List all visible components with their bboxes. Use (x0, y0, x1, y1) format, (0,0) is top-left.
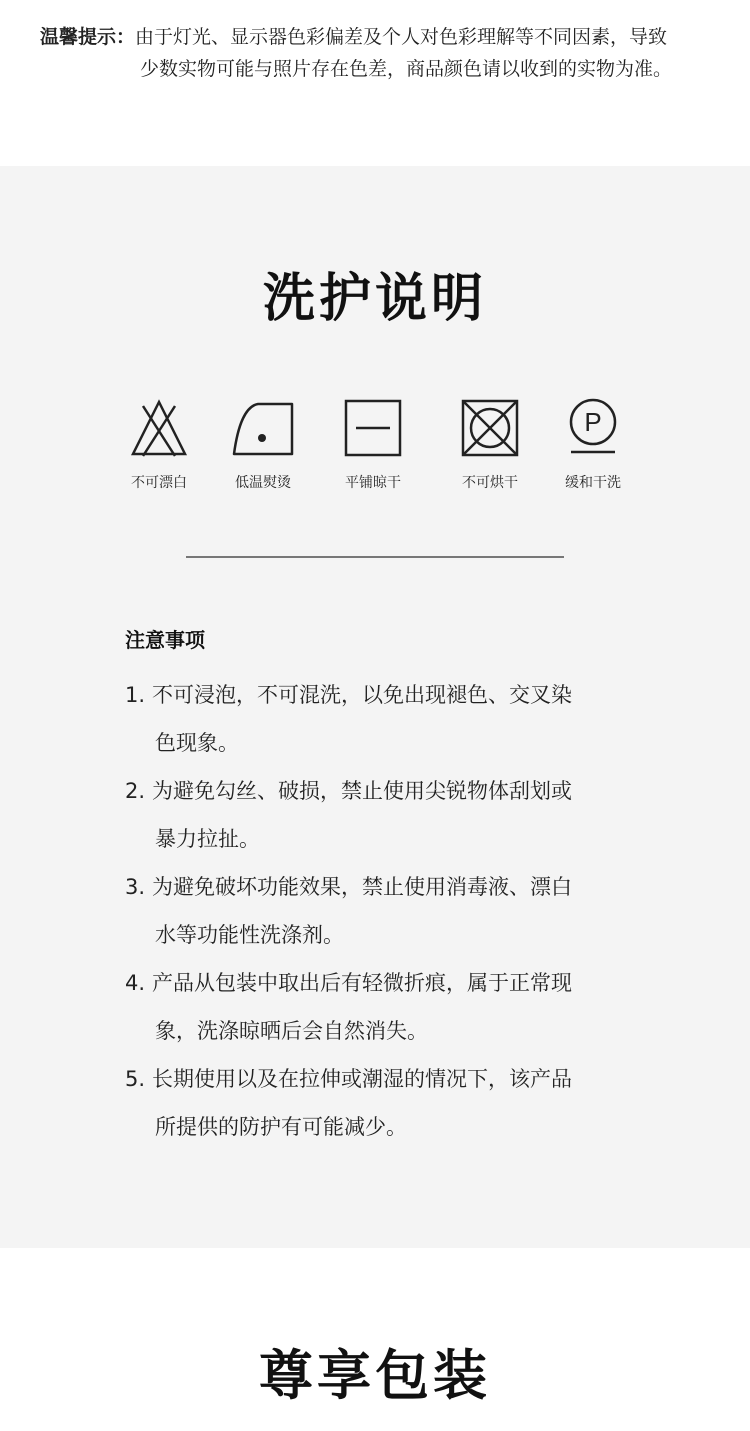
package-title: 尊享包装 (259, 1344, 491, 1407)
list-item (125, 863, 625, 959)
note-text: 为避免勾丝、破损，禁止使用尖锐物体刮划或 (152, 779, 572, 803)
note-text: 长期使用以及在拉伸或潮湿的情况下，该产品 (152, 1067, 572, 1091)
note-text-continued: 象，洗涤晾晒后会自然消失。 (155, 1019, 428, 1043)
no-bleach-icon (129, 398, 189, 458)
list-item (125, 671, 625, 767)
note-number: 1. (125, 683, 146, 707)
notice-text-2: 少数实物可能与照片存在色差，商品颜色请以收到的实物为准。 (140, 58, 673, 80)
note-number: 2. (125, 779, 146, 803)
care-section (0, 166, 750, 1248)
list-item (125, 767, 625, 863)
symbol-label: 不可漂白 (131, 475, 187, 491)
symbol-no-tumble-dry (435, 398, 545, 492)
dry-flat-icon (343, 398, 403, 458)
note-text: 为避免破坏功能效果，禁止使用消毒液、漂白 (152, 875, 572, 899)
notes-title: 注意事项 (125, 628, 205, 652)
list-item (125, 959, 625, 1055)
section-divider (186, 556, 564, 558)
symbol-no-bleach (104, 398, 214, 492)
symbol-low-temp-iron (208, 398, 318, 492)
note-text: 不可浸泡，不可混洗，以免出现褪色、交叉染 (152, 683, 572, 707)
care-symbols (0, 398, 750, 508)
note-text-continued: 所提供的防护有可能减少。 (155, 1115, 407, 1139)
notes-list (125, 671, 625, 1151)
note-text-continued: 色现象。 (155, 731, 239, 755)
notice-line-1 (40, 18, 720, 56)
notice-label: 温馨提示： (40, 26, 136, 48)
symbol-label: 平铺晾干 (345, 475, 401, 491)
symbol-label: 低温熨烫 (235, 475, 291, 491)
note-number: 4. (125, 971, 146, 995)
note-number: 3. (125, 875, 146, 899)
low-temp-iron-icon (228, 398, 298, 458)
symbol-label: 不可烘干 (462, 475, 518, 491)
symbol-gentle-dry-clean (538, 398, 648, 492)
list-item (125, 1055, 625, 1151)
no-tumble-dry-icon (460, 398, 520, 458)
gentle-dry-clean-icon (563, 398, 623, 458)
note-text-continued: 水等功能性洗涤剂。 (155, 923, 344, 947)
symbol-label: 缓和干洗 (565, 475, 621, 491)
care-title: 洗护说明 (262, 269, 487, 329)
note-text: 产品从包装中取出后有轻微折痕，属于正常现 (152, 971, 572, 995)
svg-text:P: P (584, 407, 602, 437)
notice-section (0, 0, 750, 166)
notice-text-1: 由于灯光、显示器色彩偏差及个人对色彩理解等不同因素，导致 (135, 26, 668, 48)
symbol-dry-flat (318, 398, 428, 492)
note-text-continued: 暴力拉扯。 (155, 827, 260, 851)
note-number: 5. (125, 1067, 146, 1091)
